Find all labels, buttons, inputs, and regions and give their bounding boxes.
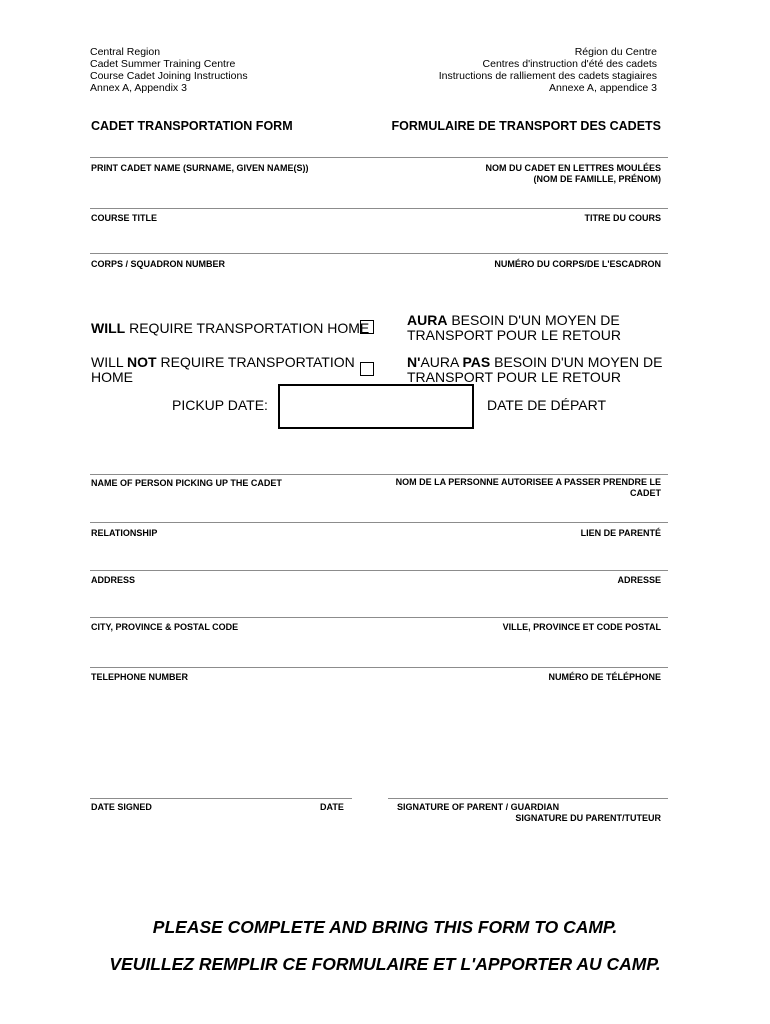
person-picking-up-label-fr	[396, 477, 661, 499]
corps-number-label-en: CORPS / SQUADRON NUMBER	[91, 259, 226, 269]
signature-label-fr: SIGNATURE DU PARENT/TUTEUR	[515, 813, 661, 823]
will-not-require-checkbox[interactable]	[360, 362, 374, 376]
corps-number-label-fr: NUMÉRO DU CORPS/DE L'ESCADRON	[494, 259, 661, 269]
not-bold: NOT	[127, 354, 157, 370]
pickup-date-label-fr: DATE DE DÉPART	[487, 397, 607, 413]
aura-rest: BESOIN D'UN MOYEN DE	[447, 312, 620, 328]
aura-bold: AURA	[407, 312, 448, 328]
naura-rest: BESOIN D'UN MOYEN DE	[490, 354, 663, 370]
header-right	[439, 46, 657, 94]
cadet-name-line[interactable]	[90, 157, 668, 158]
cadet-name-label-en: PRINT CADET NAME (SURNAME, GIVEN NAME(S))	[91, 163, 309, 173]
header-right-line: Instructions de ralliement des cadets stagiaires	[438, 70, 657, 82]
pas-bold: PAS	[462, 354, 491, 370]
will-not-line2: HOME	[91, 369, 133, 385]
course-title-label-fr: TITRE DU COURS	[584, 213, 661, 223]
relationship-label-en: RELATIONSHIP	[91, 528, 158, 538]
telephone-line[interactable]	[90, 667, 668, 668]
relationship-line[interactable]	[90, 522, 668, 523]
will-require-label-fr	[407, 313, 621, 343]
course-title-line[interactable]	[90, 208, 668, 209]
will-require-label-en	[91, 321, 369, 336]
header-right-line: Région du Centre	[574, 46, 657, 58]
will-not-require-label-en	[91, 355, 355, 385]
cadet-name-label-fr-line2: (NOM DE FAMILLE, PRÉNOM)	[533, 174, 661, 184]
person-fr-line2: CADET	[630, 488, 661, 498]
signature-label-en: SIGNATURE OF PARENT / GUARDIAN	[397, 802, 560, 812]
date-label-fr: DATE	[320, 802, 344, 812]
person-picking-up-line[interactable]	[90, 474, 668, 475]
signature-line[interactable]	[388, 798, 668, 799]
form-title-en: CADET TRANSPORTATION FORM	[91, 119, 293, 133]
address-line[interactable]	[90, 570, 668, 571]
closing-instruction-fr: VEUILLEZ REMPLIR CE FORMULAIRE ET L'APPORTER AU CAMP.	[109, 954, 661, 974]
cadet-name-label-fr	[485, 163, 661, 185]
person-fr-line1: NOM DE LA PERSONNE AUTORISEE A PASSER PRENDRE LE	[395, 477, 661, 487]
aura-line2: TRANSPORT POUR LE RETOUR	[407, 327, 621, 343]
city-label-en: CITY, PROVINCE & POSTAL CODE	[91, 622, 239, 632]
will-not-rest: REQUIRE TRANSPORTATION	[156, 354, 355, 370]
city-line[interactable]	[90, 617, 668, 618]
person-picking-up-label-en: NAME OF PERSON PICKING UP THE CADET	[91, 478, 282, 488]
form-title-fr: FORMULAIRE DE TRANSPORT DES CADETS	[391, 119, 661, 133]
closing-instruction-en: PLEASE COMPLETE AND BRING THIS FORM TO CAMP.	[152, 917, 618, 937]
header-right-line: Centres d'instruction d'été des cadets	[482, 58, 657, 70]
header-left-line: Central Region	[90, 46, 161, 58]
header-left	[90, 46, 248, 94]
telephone-label-en: TELEPHONE NUMBER	[91, 672, 189, 682]
pickup-date-field[interactable]	[278, 384, 474, 429]
city-label-fr: VILLE, PROVINCE ET CODE POSTAL	[502, 622, 661, 632]
date-signed-label: DATE SIGNED	[91, 802, 152, 812]
date-signed-line[interactable]	[90, 798, 352, 799]
will-bold: WILL	[91, 320, 126, 336]
corps-number-line[interactable]	[90, 253, 668, 254]
course-title-label-en: COURSE TITLE	[91, 213, 158, 223]
relationship-label-fr: LIEN DE PARENTÉ	[580, 528, 661, 538]
will-require-checkbox[interactable]	[360, 320, 374, 334]
header-right-line: Annexe A, appendice 3	[548, 82, 657, 94]
address-label-en: ADDRESS	[91, 575, 136, 585]
will-rest: REQUIRE TRANSPORTATION HOME	[125, 320, 370, 336]
header-left-line: Annex A, Appendix 3	[90, 82, 187, 94]
header-left-line: Course Cadet Joining Instructions	[90, 70, 248, 82]
pickup-date-label-en: PICKUP DATE:	[172, 397, 268, 413]
cadet-name-label-fr-line1: NOM DU CADET EN LETTRES MOULÉES	[485, 163, 661, 173]
n-bold: N'	[407, 354, 421, 370]
address-label-fr: ADRESSE	[617, 575, 661, 585]
naura-line2: TRANSPORT POUR LE RETOUR	[407, 369, 621, 385]
telephone-label-fr: NUMÉRO DE TÉLÉPHONE	[548, 672, 661, 682]
will-not-require-label-fr	[407, 355, 662, 385]
will-not-a: WILL	[91, 354, 128, 370]
naura-mid: AURA	[420, 354, 463, 370]
header-left-line: Cadet Summer Training Centre	[90, 58, 236, 70]
